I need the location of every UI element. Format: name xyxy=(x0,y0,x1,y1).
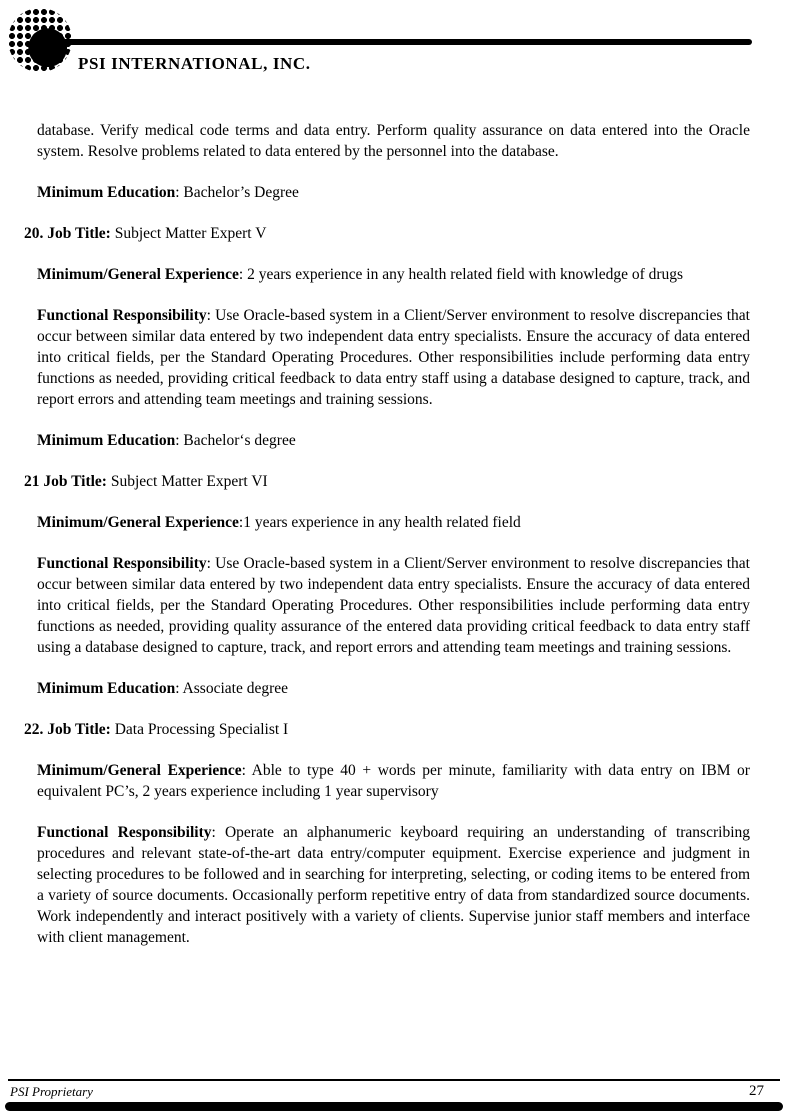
paragraph-lead: Minimum Education xyxy=(37,680,176,697)
job-title-20 xyxy=(24,223,750,244)
paragraph-lead: Functional Responsibility xyxy=(37,307,207,324)
paragraph-text: : Use Oracle-based system in a Client/Server environment to resolve discrepancies that occur between similar data entered by two independent data entry specialists. Ensure the accuracy of data entered into critical fields, per the Standard Operating Procedures. Other responsibilities include performing data entry functions as needed, providing quality assurance of the entered data providing critical feedback to data entry staff using a database designed to capture, track, and report errors and attending team meetings and training sessions. xyxy=(37,555,750,656)
minimum-general-experience xyxy=(37,264,750,285)
minimum-general-experience xyxy=(37,760,750,802)
paragraph-lead: Minimum/General Experience xyxy=(37,762,242,779)
paragraph-text: database. Verify medical code terms and data entry. Perform quality assurance on data entered into the Oracle system. Resolve problems related to data entered by the personnel into the database. xyxy=(37,122,750,160)
footer-page-number: 27 xyxy=(749,1083,764,1099)
paragraph-lead: Minimum Education xyxy=(37,184,176,201)
minimum-general-experience xyxy=(37,512,750,533)
paragraph-lead: Functional Responsibility xyxy=(37,555,207,572)
paragraph-text: : 2 years experience in any health related field with knowledge of drugs xyxy=(238,266,684,283)
job-title-22 xyxy=(24,719,750,740)
minimum-education xyxy=(37,678,750,699)
paragraph-text: : Able to type 40 + words per minute, familiarity with data entry on IBM or equivalent PC’s, 2 years experience including 1 year supervisory xyxy=(37,762,750,800)
header-rule xyxy=(58,39,752,45)
job-title-21 xyxy=(24,471,750,492)
document-body xyxy=(24,120,750,968)
intro-paragraph xyxy=(37,120,750,162)
paragraph-lead: Minimum/General Experience xyxy=(37,266,239,283)
paragraph-lead: Minimum Education xyxy=(37,432,176,449)
paragraph-text: Subject Matter Expert VI xyxy=(106,473,268,490)
paragraph-text: : Use Oracle-based system in a Client/Server environment to resolve discrepancies that occur between similar data entered by two independent data entry specialists. Ensure the accuracy of data entered into critical fields, per the Standard Operating Procedures. Other responsibilities include performing data entry functions as needed, providing critical feedback to data entry staff using a database designed to capture, track, and report errors and attending team meetings and training sessions. xyxy=(37,307,750,408)
paragraph-lead: 21 Job Title: xyxy=(24,473,107,490)
company-name: PSI INTERNATIONAL, INC. xyxy=(78,54,311,73)
paragraph-lead: Functional Responsibility xyxy=(37,824,212,841)
footer-bottom-bar xyxy=(5,1102,783,1111)
footer-rule xyxy=(8,1079,780,1081)
paragraph-text: : Operate an alphanumeric keyboard requiring an understanding of transcribing procedures and relevant state-of-the-art data entry/computer equipment. Exercise experience and judgment in selecting procedures to be followed and in searching for interpreting, selecting, or coding items to be entered from a variety of source documents. Occasionally perform repetitive entry of data from standardized source documents. Work independently and interact positively with a variety of clients. Supervise junior staff members and interface with client management. xyxy=(37,824,750,946)
paragraph-lead: 22. Job Title: xyxy=(24,721,111,738)
paragraph-text: Data Processing Specialist I xyxy=(110,721,289,738)
functional-responsibility xyxy=(37,553,750,658)
footer-proprietary-label: PSI Proprietary xyxy=(10,1084,93,1099)
paragraph-lead: Minimum/General Experience xyxy=(37,514,239,531)
paragraph-text: : Associate degree xyxy=(175,680,288,697)
functional-responsibility xyxy=(37,305,750,410)
minimum-education xyxy=(37,182,750,203)
paragraph-lead: 20. Job Title: xyxy=(24,225,111,242)
minimum-education xyxy=(37,430,750,451)
paragraph-text: Subject Matter Expert V xyxy=(110,225,267,242)
paragraph-text: :1 years experience in any health related field xyxy=(238,514,521,531)
paragraph-text: : Bachelor‘s degree xyxy=(175,432,296,449)
paragraph-text: : Bachelor’s Degree xyxy=(175,184,299,201)
functional-responsibility xyxy=(37,822,750,948)
